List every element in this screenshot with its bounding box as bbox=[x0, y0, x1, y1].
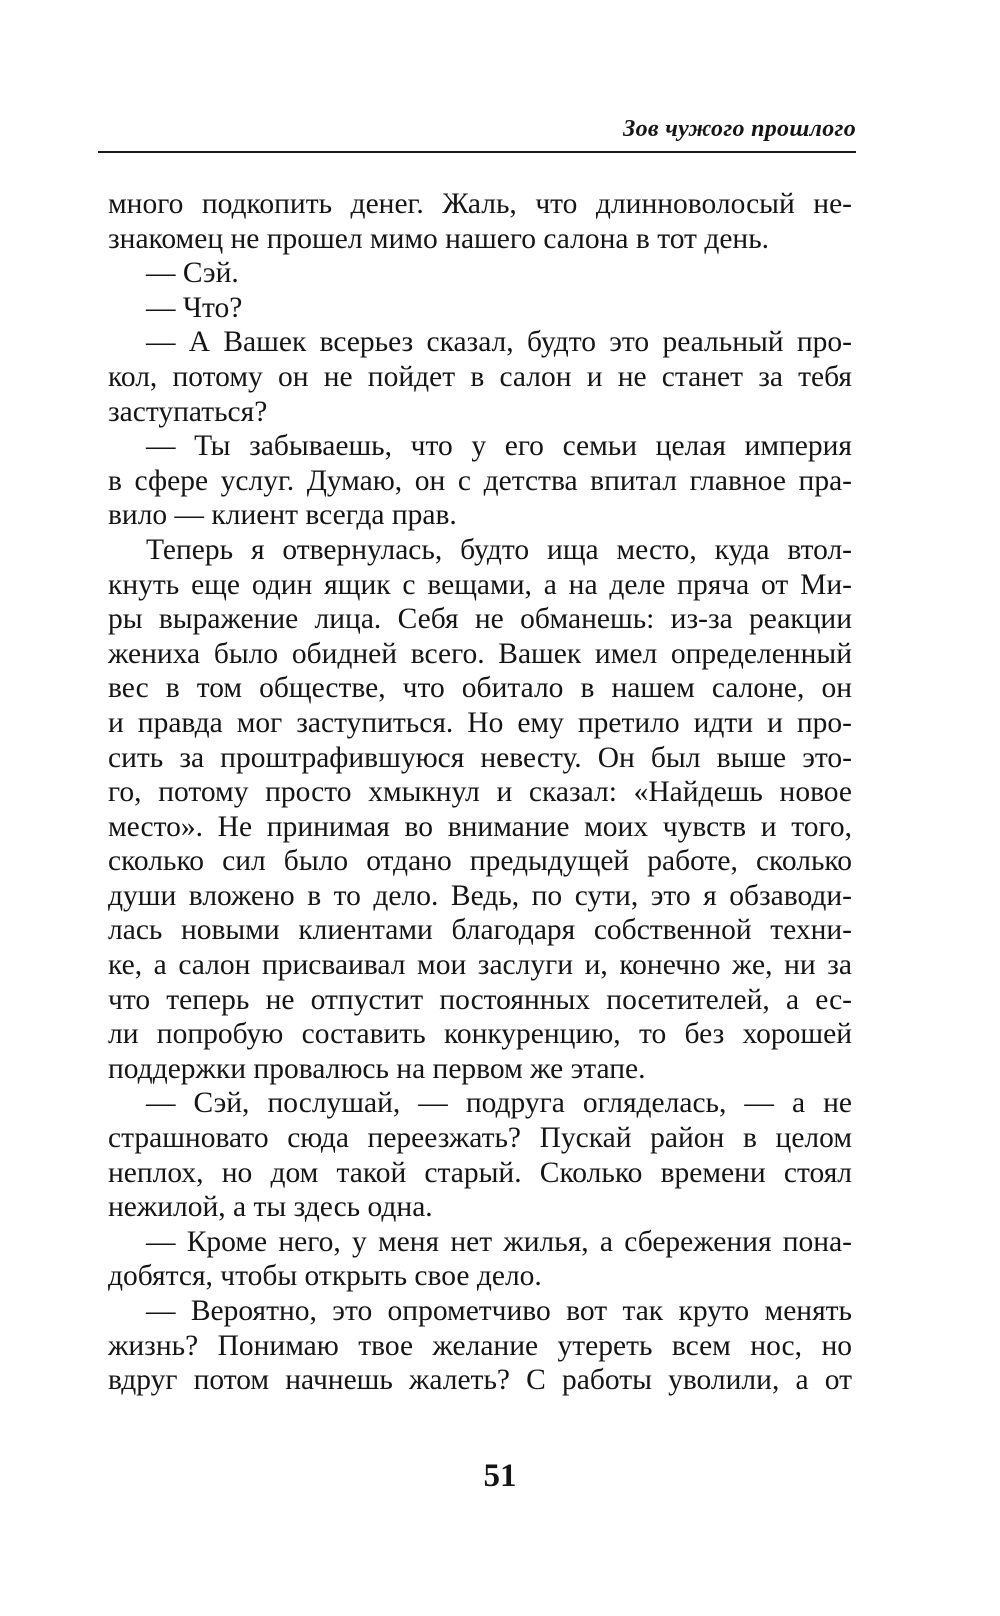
text-line: — Сэй. bbox=[146, 257, 239, 290]
text-line: души вложено в то дело. Ведь, по сути, это я обзаводи- bbox=[108, 879, 852, 912]
text-line: вес в том обществе, что обитало в нашем салоне, он bbox=[108, 672, 852, 705]
text-line: ры выражение лица. Себя не обманешь: из-за реакции bbox=[108, 603, 852, 636]
page-number: 51 bbox=[483, 1458, 517, 1494]
text-line: ли попробую составить конкуренцию, то без хорошей bbox=[108, 1018, 852, 1051]
text-line: — Вероятно, это опрометчиво вот так круто менять bbox=[146, 1295, 852, 1327]
text-line: вило — клиент всегда прав. bbox=[108, 499, 457, 532]
text-line: место». Не принимая во внимание моих чувств и того, bbox=[108, 810, 852, 843]
text-line: Теперь я отвернулась, будто ища место, куда втол- bbox=[146, 533, 852, 566]
text-line: что теперь не отпустит постоянных посетителей, а ес- bbox=[108, 983, 852, 1016]
text-line: в сфере услуг. Думаю, он с детства впитал главное пра- bbox=[108, 464, 852, 497]
text-line: нежилой, а ты здесь одна. bbox=[108, 1191, 433, 1224]
header-divider bbox=[98, 151, 856, 153]
text-line: лась новыми клиентами благодаря собственной техни- bbox=[108, 914, 852, 947]
running-head-title: Зов чужого прошлого bbox=[623, 116, 856, 142]
body-text bbox=[108, 187, 852, 1398]
text-line: неплох, но дом такой старый. Сколько времени стоял bbox=[108, 1156, 852, 1189]
text-line: — А Вашек всерьез сказал, будто это реальный про- bbox=[146, 326, 852, 359]
text-line: кол, потому он не пойдет в салон и не станет за тебя bbox=[108, 360, 852, 393]
text-line: добятся, чтобы открыть свое дело. bbox=[108, 1260, 542, 1293]
text-line: — Кроме него, у меня нет жилья, а сбережения пона- bbox=[146, 1225, 852, 1258]
text-line: кнуть еще один ящик с вещами, а на деле пряча от Ми- bbox=[108, 568, 852, 601]
text-line: много подкопить денег. Жаль, что длинноволосый не- bbox=[108, 188, 852, 220]
text-line: — Сэй, послушай, — подруга огляделась, — а не bbox=[146, 1087, 852, 1120]
text-line: сколько сил было отдано предыдущей работе, сколько bbox=[108, 845, 852, 878]
text-line: сить за проштрафившуюся невесту. Он был выше это- bbox=[108, 741, 852, 774]
text-line: жизнь? Понимаю твое желание утереть всем нос, но bbox=[108, 1329, 852, 1362]
text-line: поддержки провалюсь на первом же этапе. bbox=[108, 1052, 646, 1085]
text-line: знакомец не прошел мимо нашего салона в тот день. bbox=[108, 222, 770, 255]
text-line: ке, а салон присваивал мои заслуги и, конечно же, ни за bbox=[108, 949, 852, 982]
text-line: и правда мог заступиться. Но ему претило идти и про- bbox=[108, 706, 852, 739]
text-line: вдруг потом начнешь жалеть? С работы уволили, а от bbox=[108, 1364, 852, 1397]
text-line: страшновато сюда переезжать? Пускай район в целом bbox=[108, 1122, 852, 1155]
text-line: — Ты забываешь, что у его семьи целая империя bbox=[146, 430, 852, 463]
text-line: го, потому просто хмыкнул и сказал: «Найдешь новое bbox=[108, 776, 852, 809]
text-line: жениха было обидней всего. Вашек имел определенный bbox=[108, 637, 852, 670]
text-line: заступаться? bbox=[108, 395, 268, 428]
text-line: — Что? bbox=[146, 291, 243, 324]
